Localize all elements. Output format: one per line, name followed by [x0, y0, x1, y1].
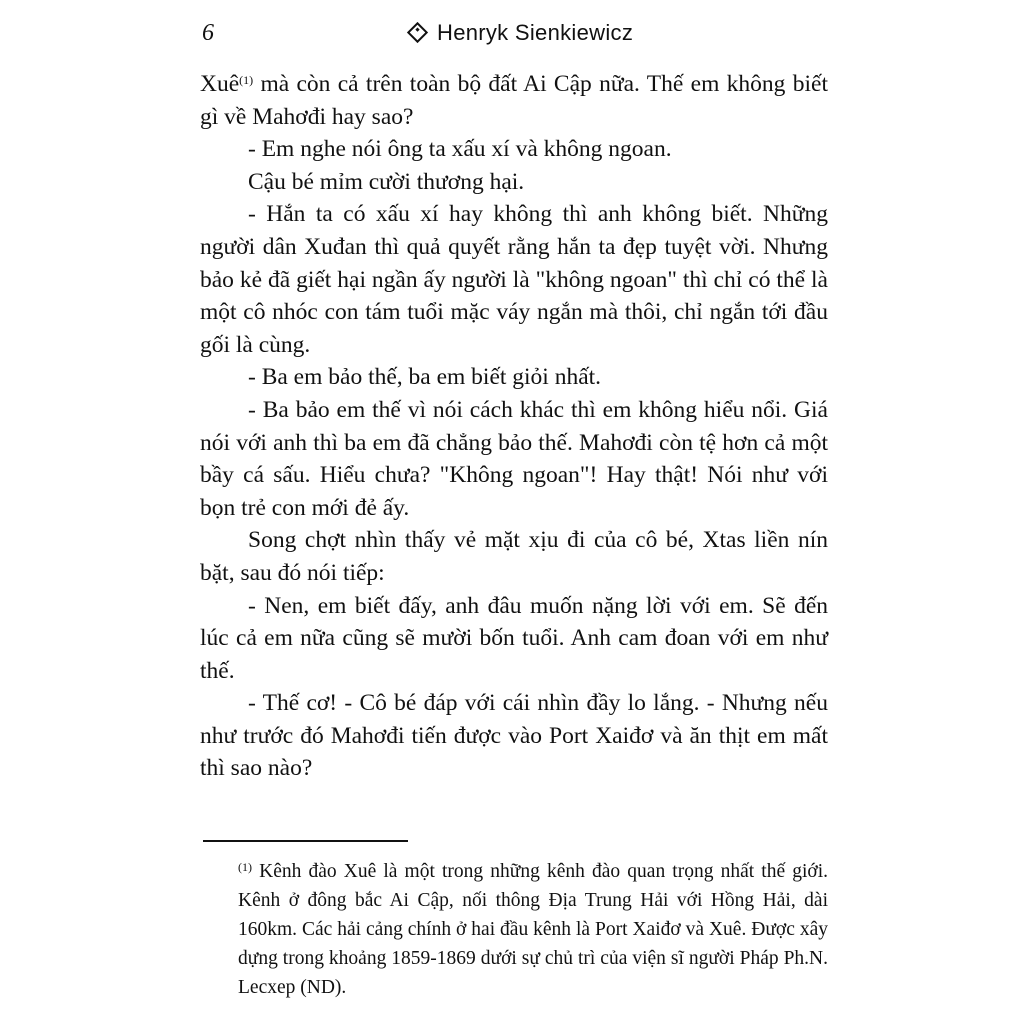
paragraph: - Thế cơ! - Cô bé đáp với cái nhìn đầy lo lắng. - Nhưng nếu như trước đó Mahơđi tiến được vào Port Xaiđơ và ăn thịt em mất thì sao nào?	[200, 690, 828, 782]
page-number: 6	[202, 20, 214, 46]
paragraph: - Ba bảo em thế vì nói cách khác thì em không hiểu nổi. Giá nói với anh thì ba em đã chẳng bảo thế. Mahơđi còn tệ hơn cả một bầy cá sấu. Hiểu chưa? "Không ngoan"! Hay thật! Nói như với bọn trẻ con mới đẻ ấy.	[200, 396, 828, 521]
paragraph: - Nen, em biết đấy, anh đâu muốn nặng lời với em. Sẽ đến lúc cả em nữa cũng sẽ mười bốn tuổi. Anh cam đoan với em như thế.	[200, 592, 828, 684]
footnote	[238, 857, 828, 1002]
running-head	[410, 20, 633, 46]
paragraph	[200, 68, 828, 133]
paragraph-text: mà còn cả trên toàn bộ đất Ai Cập nữa. Thế em không biết gì về Mahơđi hay sao?	[200, 71, 828, 130]
footnote-text: Kênh đào Xuê là một trong những kênh đào quan trọng nhất thế giới. Kênh ở đông bắc Ai Cập, nối thông Địa Trung Hải với Hồng Hải, dài 160km. Các hải cảng chính ở hai đầu kênh là Port Xaiđơ và Xuê. Được xây dựng trong khoảng 1859-1869 dưới sự chủ trì của viện sĩ người Pháp Ph.N. Lecxep (ND).	[238, 861, 828, 998]
footnote-paragraph	[238, 857, 828, 1002]
footnote-divider	[203, 840, 408, 842]
paragraph: - Ba em bảo thế, ba em biết giỏi nhất.	[248, 364, 602, 391]
paragraph: Cậu bé mỉm cười thương hại.	[248, 168, 525, 195]
paragraph: - Em nghe nói ông ta xấu xí và không ngoan.	[248, 136, 672, 163]
paragraph: - Hắn ta có xấu xí hay không thì anh không biết. Những người dân Xuđan thì quả quyết rằng hắn ta đẹp tuyệt vời. Nhưng bảo kẻ đã giết hại ngần ấy người là "không ngoan" thì chỉ có thể là một cô nhóc con tám tuổi mặc váy ngắn mà thôi, chỉ ngắn tới đầu gối là cùng.	[200, 201, 828, 358]
paragraph: Song chợt nhìn thấy vẻ mặt xịu đi của cô bé, Xtas liền nín bặt, sau đó nói tiếp:	[200, 527, 828, 586]
page-header	[0, 18, 1024, 54]
paragraph-text: Xuê	[200, 71, 240, 97]
main-text	[200, 68, 828, 785]
author-name: Henryk Sienkiewicz	[437, 20, 634, 45]
footnote-reference: (1)	[239, 73, 254, 87]
footnote-mark: (1)	[238, 860, 252, 874]
diamond-icon	[407, 21, 428, 42]
